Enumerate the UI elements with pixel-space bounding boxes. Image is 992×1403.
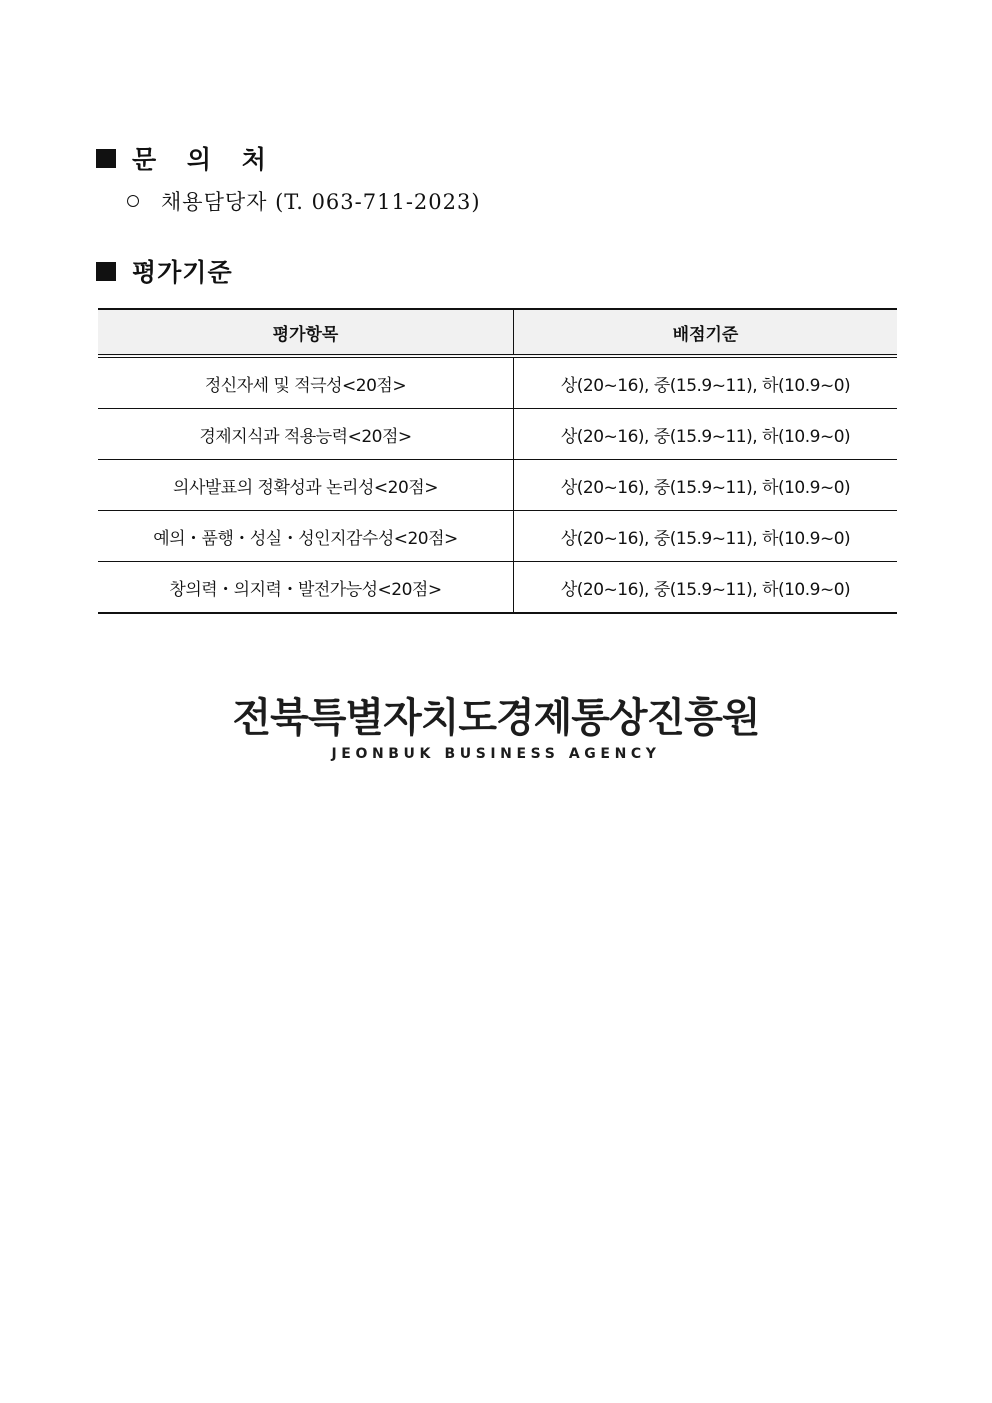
score-cell: 상(20~16), 중(15.9~11), 하(10.9~0) [514, 511, 898, 562]
header-score: 배점기준 [514, 309, 898, 356]
item-cell: 정신자세 및 적극성<20점> [98, 356, 514, 409]
table-row [98, 511, 897, 562]
criteria-heading [96, 253, 233, 289]
contact-text: 채용담당자 (T. 063-711-2023) [161, 190, 481, 214]
header-item: 평가항목 [98, 309, 514, 356]
logo-korean-name: 전북특별자치도경제통상진흥원 [232, 695, 760, 741]
circle-bullet-icon [127, 195, 139, 207]
contact-heading-text: 문 의 처 [132, 145, 277, 174]
item-cell: 창의력・의지력・발전가능성<20점> [98, 562, 514, 614]
criteria-heading-text: 평가기준 [132, 258, 233, 287]
item-cell: 의사발표의 정확성과 논리성<20점> [98, 460, 514, 511]
contact-line [124, 186, 481, 216]
score-cell: 상(20~16), 중(15.9~11), 하(10.9~0) [514, 409, 898, 460]
score-cell: 상(20~16), 중(15.9~11), 하(10.9~0) [514, 356, 898, 409]
score-cell: 상(20~16), 중(15.9~11), 하(10.9~0) [514, 562, 898, 614]
criteria-table [98, 308, 897, 614]
square-bullet-icon [96, 262, 116, 281]
item-cell: 예의・품행・성실・성인지감수성<20점> [98, 511, 514, 562]
logo-english-name: JEONBUK BUSINESS AGENCY [331, 746, 661, 762]
table-row [98, 356, 897, 409]
contact-heading [96, 140, 277, 176]
table-row [98, 409, 897, 460]
table-header-row [98, 309, 897, 356]
score-cell: 상(20~16), 중(15.9~11), 하(10.9~0) [514, 460, 898, 511]
table-row [98, 562, 897, 614]
square-bullet-icon [96, 149, 116, 168]
table-row [98, 460, 897, 511]
agency-logo [0, 692, 992, 762]
item-cell: 경제지식과 적용능력<20점> [98, 409, 514, 460]
